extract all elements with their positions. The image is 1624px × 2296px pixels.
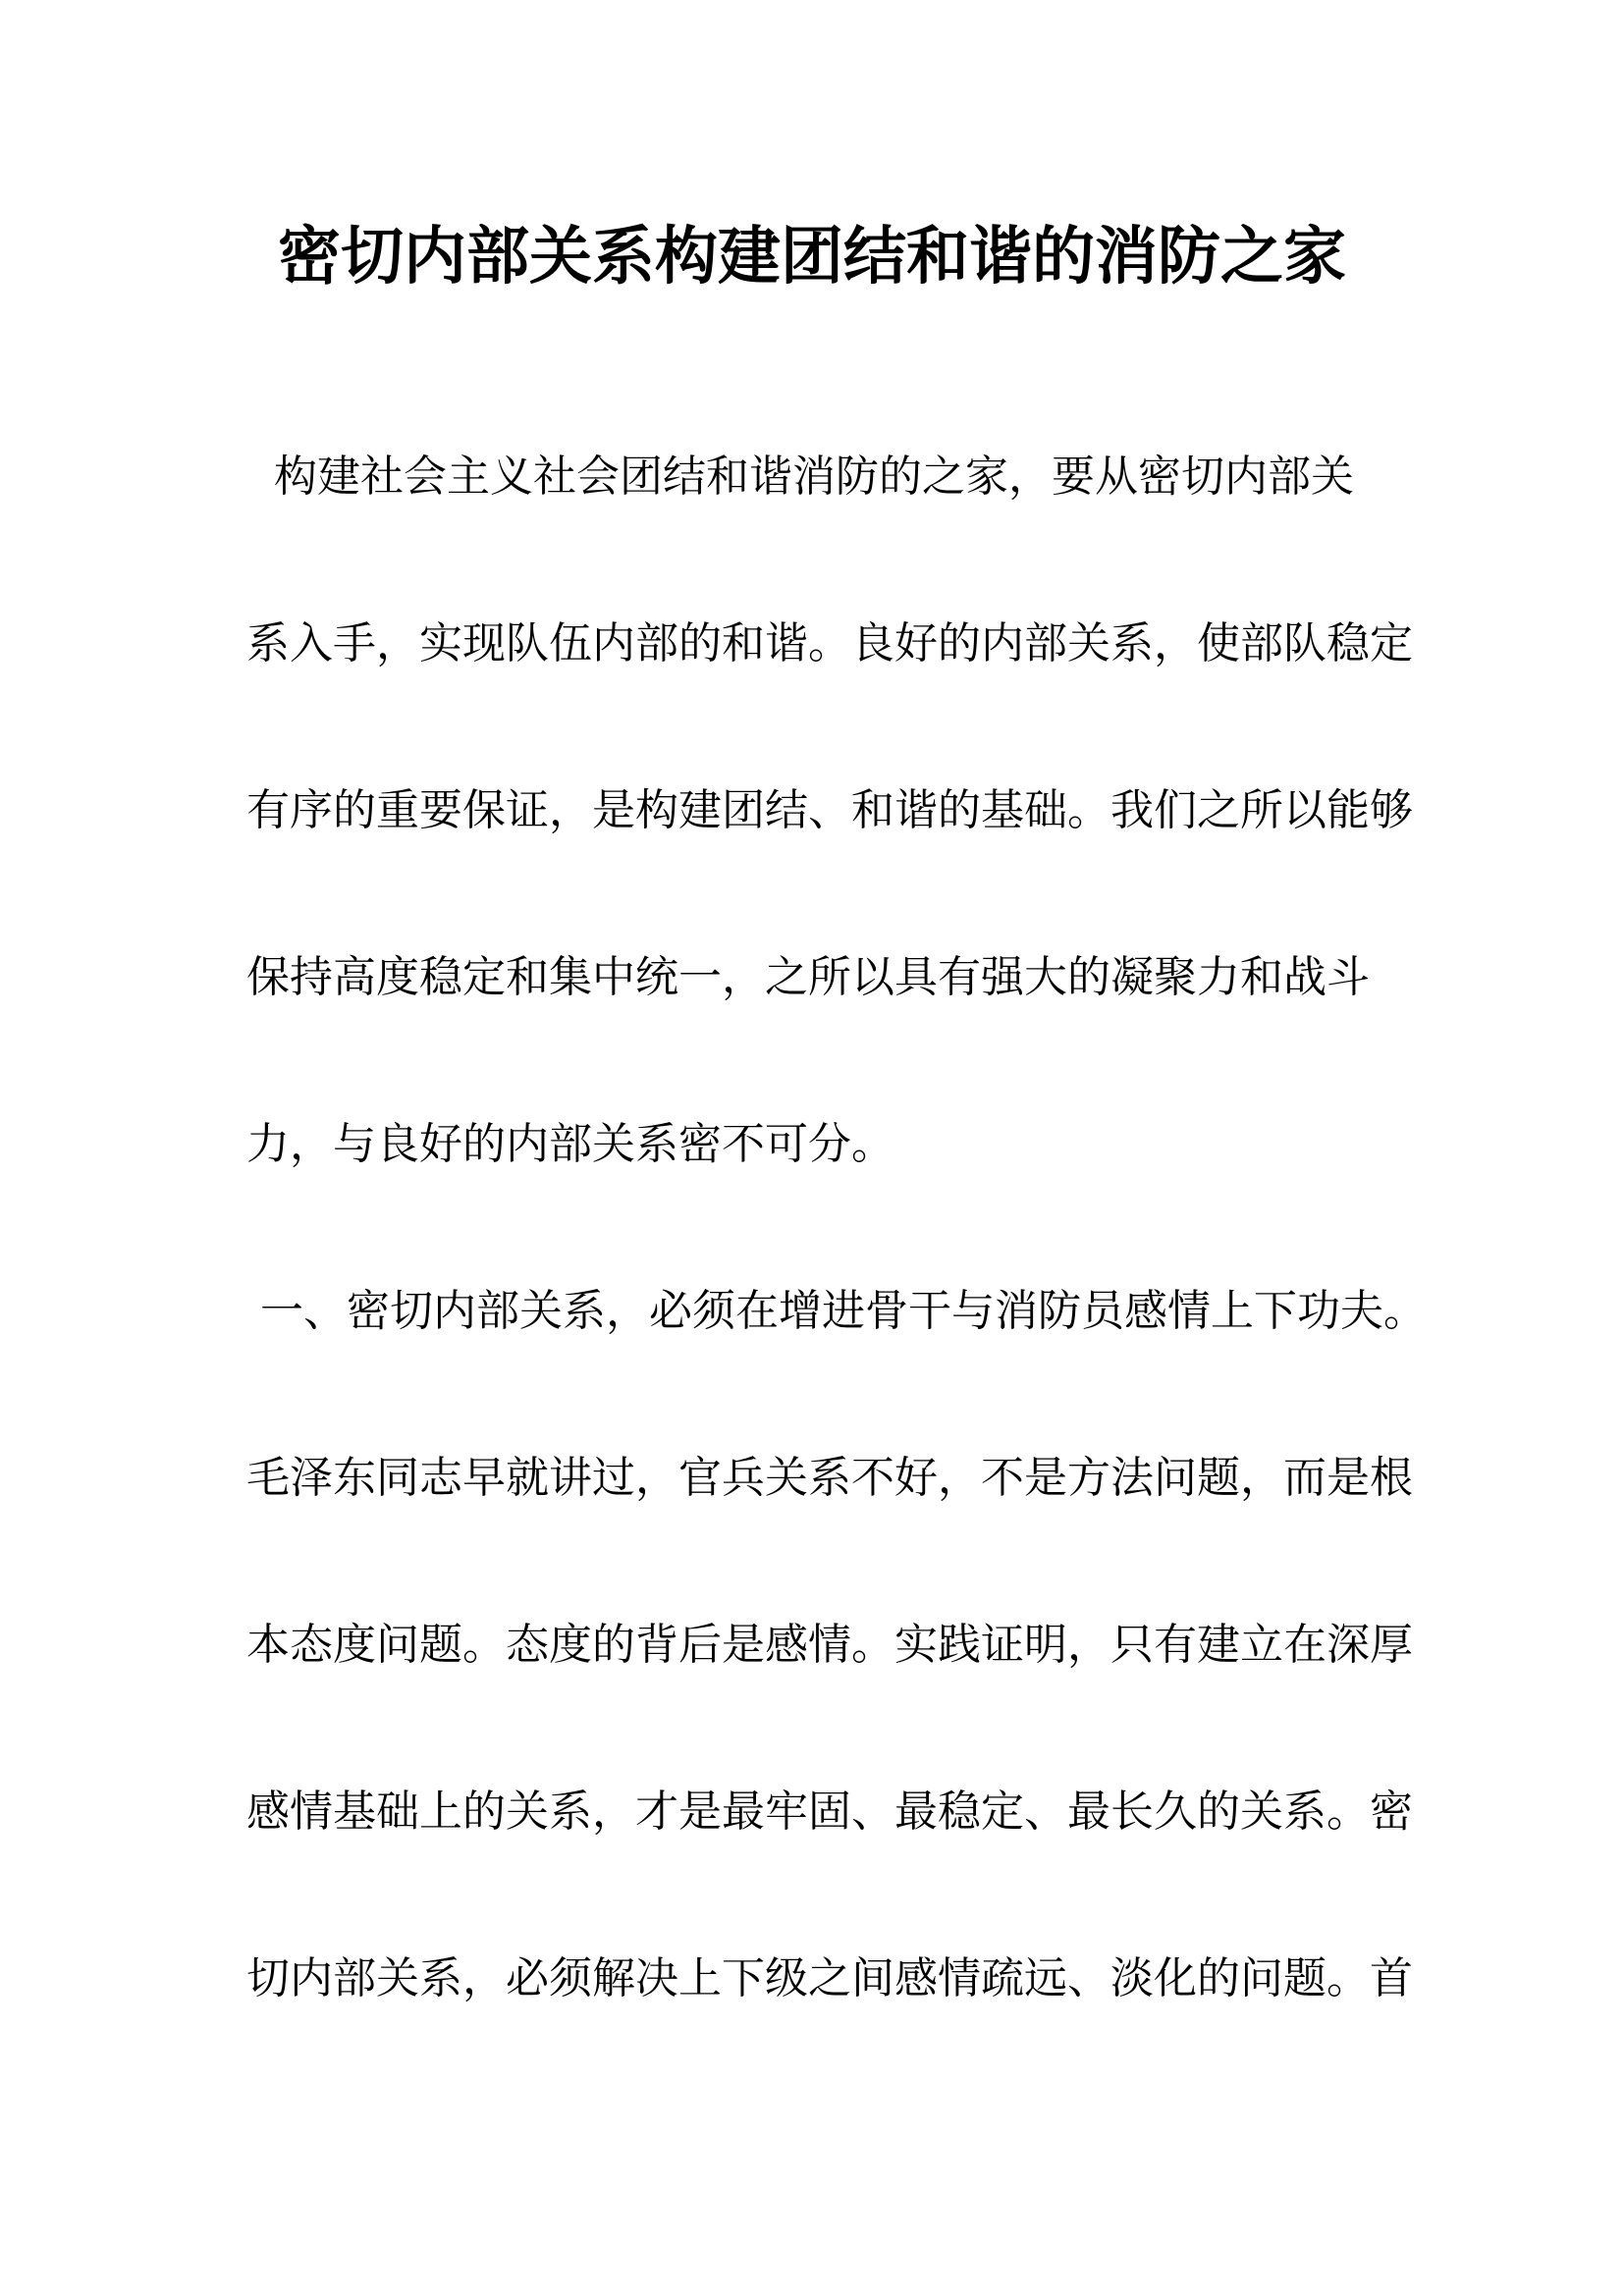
- body-line: 感情基础上的关系，才是最牢固、最稳定、最长久的关系。密: [246, 1787, 1413, 1837]
- body-line: 保持高度稳定和集中统一，之所以具有强大的凝聚力和战斗: [246, 952, 1370, 1002]
- document-title: 密切内部关系构建团结和谐的消防之家: [278, 221, 1346, 294]
- section-heading: 一、密切内部关系，必须在增进骨干与消防员感情上下功夫。: [246, 1286, 1427, 1336]
- body-line: 毛泽东同志早就讲过，官兵关系不好，不是方法问题，而是根: [246, 1453, 1413, 1503]
- body-line: 切内部关系，必须解决上下级之间感情疏远、淡化的问题。首: [246, 1953, 1413, 2003]
- body-line: 构建社会主义社会团结和谐消防的之家，要从密切内部关: [246, 452, 1354, 502]
- body-line: 系入手，实现队伍内部的和谐。良好的内部关系，使部队稳定: [246, 618, 1413, 668]
- body-line: 本态度问题。态度的背后是感情。实践证明，只有建立在深厚: [246, 1620, 1413, 1670]
- body-line: 有序的重要保证，是构建团结、和谐的基础。我们之所以能够: [246, 785, 1413, 835]
- body-line: 力，与良好的内部关系密不可分。: [246, 1119, 894, 1169]
